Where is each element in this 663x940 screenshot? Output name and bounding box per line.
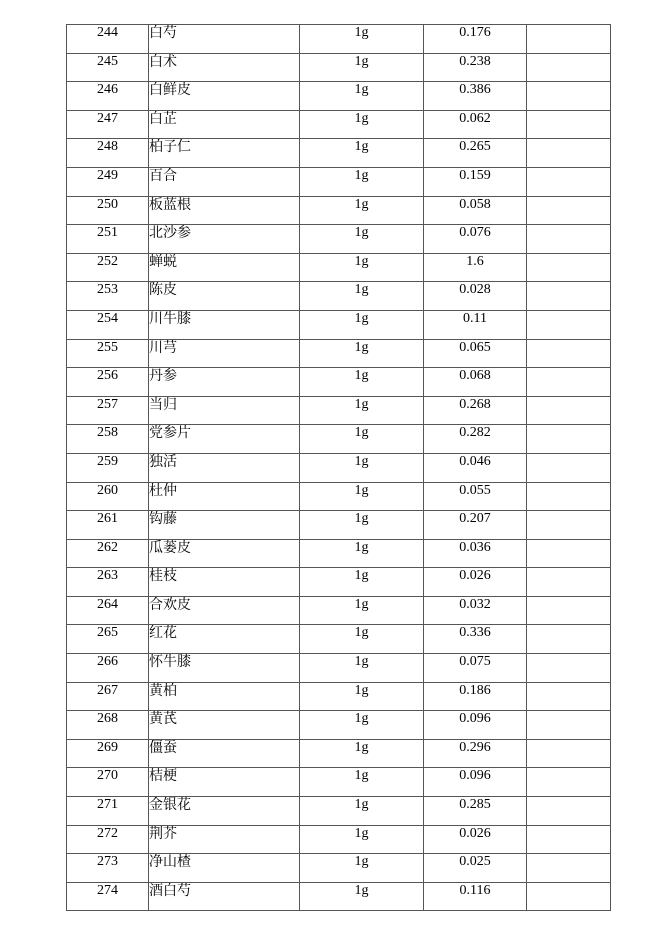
remarks-cell <box>527 196 611 225</box>
row-number-cell: 252 <box>67 253 149 282</box>
quantity-cell: 0.336 <box>424 625 527 654</box>
quantity-cell: 0.096 <box>424 768 527 797</box>
unit-cell: 1g <box>300 196 424 225</box>
unit-cell: 1g <box>300 282 424 311</box>
row-number-cell: 270 <box>67 768 149 797</box>
remarks-cell <box>527 225 611 254</box>
remarks-cell <box>527 110 611 139</box>
remarks-cell <box>527 625 611 654</box>
unit-cell: 1g <box>300 854 424 883</box>
row-number-cell: 271 <box>67 797 149 826</box>
item-name-cell: 独活 <box>149 453 300 482</box>
unit-cell: 1g <box>300 25 424 54</box>
row-number-cell: 263 <box>67 568 149 597</box>
table-row <box>67 53 611 82</box>
table-row <box>67 110 611 139</box>
table-row <box>67 425 611 454</box>
row-number-cell: 266 <box>67 654 149 683</box>
table-row <box>67 453 611 482</box>
row-number-cell: 249 <box>67 167 149 196</box>
quantity-cell: 0.186 <box>424 682 527 711</box>
row-number-cell: 248 <box>67 139 149 168</box>
remarks-cell <box>527 282 611 311</box>
item-name-cell: 陈皮 <box>149 282 300 311</box>
row-number-cell: 257 <box>67 396 149 425</box>
item-name-cell: 桂枝 <box>149 568 300 597</box>
table-row <box>67 253 611 282</box>
unit-cell: 1g <box>300 253 424 282</box>
item-name-cell: 白芍 <box>149 25 300 54</box>
table-row <box>67 482 611 511</box>
table-row <box>67 882 611 911</box>
item-name-cell: 杜仲 <box>149 482 300 511</box>
row-number-cell: 267 <box>67 682 149 711</box>
table-row <box>67 711 611 740</box>
row-number-cell: 261 <box>67 511 149 540</box>
remarks-cell <box>527 396 611 425</box>
unit-cell: 1g <box>300 654 424 683</box>
row-number-cell: 250 <box>67 196 149 225</box>
unit-cell: 1g <box>300 539 424 568</box>
quantity-cell: 0.032 <box>424 596 527 625</box>
item-name-cell: 党参片 <box>149 425 300 454</box>
table-row <box>67 82 611 111</box>
quantity-cell: 0.046 <box>424 453 527 482</box>
item-name-cell: 蝉蜕 <box>149 253 300 282</box>
row-number-cell: 265 <box>67 625 149 654</box>
row-number-cell: 268 <box>67 711 149 740</box>
table-row <box>67 196 611 225</box>
remarks-cell <box>527 568 611 597</box>
remarks-cell <box>527 53 611 82</box>
table-row <box>67 682 611 711</box>
remarks-cell <box>527 882 611 911</box>
table-row <box>67 654 611 683</box>
remarks-cell <box>527 511 611 540</box>
remarks-cell <box>527 167 611 196</box>
quantity-cell: 0.238 <box>424 53 527 82</box>
unit-cell: 1g <box>300 310 424 339</box>
unit-cell: 1g <box>300 768 424 797</box>
item-name-cell: 当归 <box>149 396 300 425</box>
unit-cell: 1g <box>300 139 424 168</box>
remarks-cell <box>527 682 611 711</box>
quantity-cell: 0.116 <box>424 882 527 911</box>
item-name-cell: 丹参 <box>149 368 300 397</box>
quantity-cell: 0.026 <box>424 568 527 597</box>
unit-cell: 1g <box>300 425 424 454</box>
unit-cell: 1g <box>300 225 424 254</box>
quantity-cell: 0.096 <box>424 711 527 740</box>
item-name-cell: 僵蚕 <box>149 739 300 768</box>
row-number-cell: 251 <box>67 225 149 254</box>
remarks-cell <box>527 596 611 625</box>
quantity-cell: 0.026 <box>424 825 527 854</box>
quantity-cell: 0.068 <box>424 368 527 397</box>
quantity-cell: 0.207 <box>424 511 527 540</box>
row-number-cell: 262 <box>67 539 149 568</box>
quantity-cell: 0.025 <box>424 854 527 883</box>
unit-cell: 1g <box>300 825 424 854</box>
item-name-cell: 川牛膝 <box>149 310 300 339</box>
remarks-cell <box>527 453 611 482</box>
table-row <box>67 310 611 339</box>
remarks-cell <box>527 825 611 854</box>
unit-cell: 1g <box>300 339 424 368</box>
quantity-cell: 0.11 <box>424 310 527 339</box>
unit-cell: 1g <box>300 882 424 911</box>
item-name-cell: 白术 <box>149 53 300 82</box>
item-name-cell: 川芎 <box>149 339 300 368</box>
quantity-cell: 0.028 <box>424 282 527 311</box>
item-name-cell: 板蓝根 <box>149 196 300 225</box>
table-body <box>67 25 611 911</box>
table-row <box>67 396 611 425</box>
unit-cell: 1g <box>300 625 424 654</box>
remarks-cell <box>527 739 611 768</box>
table-row <box>67 368 611 397</box>
table-row <box>67 511 611 540</box>
item-name-cell: 北沙参 <box>149 225 300 254</box>
table-row <box>67 339 611 368</box>
table-row <box>67 225 611 254</box>
quantity-cell: 0.062 <box>424 110 527 139</box>
table-row <box>67 797 611 826</box>
row-number-cell: 245 <box>67 53 149 82</box>
row-number-cell: 258 <box>67 425 149 454</box>
remarks-cell <box>527 253 611 282</box>
table-row <box>67 282 611 311</box>
table-row <box>67 139 611 168</box>
quantity-cell: 1.6 <box>424 253 527 282</box>
row-number-cell: 253 <box>67 282 149 311</box>
row-number-cell: 247 <box>67 110 149 139</box>
remarks-cell <box>527 25 611 54</box>
unit-cell: 1g <box>300 797 424 826</box>
item-name-cell: 钩藤 <box>149 511 300 540</box>
remarks-cell <box>527 139 611 168</box>
table-row <box>67 568 611 597</box>
item-name-cell: 怀牛膝 <box>149 654 300 683</box>
quantity-cell: 0.075 <box>424 654 527 683</box>
table-row <box>67 768 611 797</box>
item-name-cell: 柏子仁 <box>149 139 300 168</box>
remarks-cell <box>527 368 611 397</box>
remarks-cell <box>527 339 611 368</box>
item-name-cell: 黄柏 <box>149 682 300 711</box>
item-name-cell: 荆芥 <box>149 825 300 854</box>
remarks-cell <box>527 654 611 683</box>
quantity-cell: 0.386 <box>424 82 527 111</box>
table-row <box>67 625 611 654</box>
unit-cell: 1g <box>300 453 424 482</box>
quantity-cell: 0.058 <box>424 196 527 225</box>
unit-cell: 1g <box>300 711 424 740</box>
table-row <box>67 854 611 883</box>
row-number-cell: 244 <box>67 25 149 54</box>
quantity-cell: 0.268 <box>424 396 527 425</box>
row-number-cell: 264 <box>67 596 149 625</box>
row-number-cell: 260 <box>67 482 149 511</box>
remarks-cell <box>527 854 611 883</box>
quantity-cell: 0.296 <box>424 739 527 768</box>
remarks-cell <box>527 539 611 568</box>
price-table <box>66 24 611 911</box>
remarks-cell <box>527 482 611 511</box>
quantity-cell: 0.036 <box>424 539 527 568</box>
unit-cell: 1g <box>300 396 424 425</box>
row-number-cell: 256 <box>67 368 149 397</box>
remarks-cell <box>527 711 611 740</box>
unit-cell: 1g <box>300 511 424 540</box>
quantity-cell: 0.055 <box>424 482 527 511</box>
quantity-cell: 0.282 <box>424 425 527 454</box>
row-number-cell: 269 <box>67 739 149 768</box>
unit-cell: 1g <box>300 682 424 711</box>
table-row <box>67 539 611 568</box>
item-name-cell: 金银花 <box>149 797 300 826</box>
unit-cell: 1g <box>300 110 424 139</box>
quantity-cell: 0.159 <box>424 167 527 196</box>
quantity-cell: 0.065 <box>424 339 527 368</box>
unit-cell: 1g <box>300 568 424 597</box>
item-name-cell: 黄芪 <box>149 711 300 740</box>
table-row <box>67 596 611 625</box>
quantity-cell: 0.176 <box>424 25 527 54</box>
unit-cell: 1g <box>300 82 424 111</box>
row-number-cell: 254 <box>67 310 149 339</box>
row-number-cell: 259 <box>67 453 149 482</box>
item-name-cell: 红花 <box>149 625 300 654</box>
unit-cell: 1g <box>300 53 424 82</box>
quantity-cell: 0.265 <box>424 139 527 168</box>
row-number-cell: 272 <box>67 825 149 854</box>
quantity-cell: 0.076 <box>424 225 527 254</box>
row-number-cell: 246 <box>67 82 149 111</box>
row-number-cell: 273 <box>67 854 149 883</box>
remarks-cell <box>527 310 611 339</box>
item-name-cell: 瓜蒌皮 <box>149 539 300 568</box>
item-name-cell: 合欢皮 <box>149 596 300 625</box>
unit-cell: 1g <box>300 368 424 397</box>
item-name-cell: 酒白芍 <box>149 882 300 911</box>
unit-cell: 1g <box>300 482 424 511</box>
quantity-cell: 0.285 <box>424 797 527 826</box>
remarks-cell <box>527 425 611 454</box>
table-row <box>67 739 611 768</box>
item-name-cell: 百合 <box>149 167 300 196</box>
unit-cell: 1g <box>300 167 424 196</box>
remarks-cell <box>527 797 611 826</box>
table-row <box>67 167 611 196</box>
item-name-cell: 白鲜皮 <box>149 82 300 111</box>
item-name-cell: 净山楂 <box>149 854 300 883</box>
row-number-cell: 274 <box>67 882 149 911</box>
item-name-cell: 桔梗 <box>149 768 300 797</box>
item-name-cell: 白芷 <box>149 110 300 139</box>
remarks-cell <box>527 82 611 111</box>
table-row <box>67 825 611 854</box>
unit-cell: 1g <box>300 596 424 625</box>
remarks-cell <box>527 768 611 797</box>
unit-cell: 1g <box>300 739 424 768</box>
table-row <box>67 25 611 54</box>
row-number-cell: 255 <box>67 339 149 368</box>
